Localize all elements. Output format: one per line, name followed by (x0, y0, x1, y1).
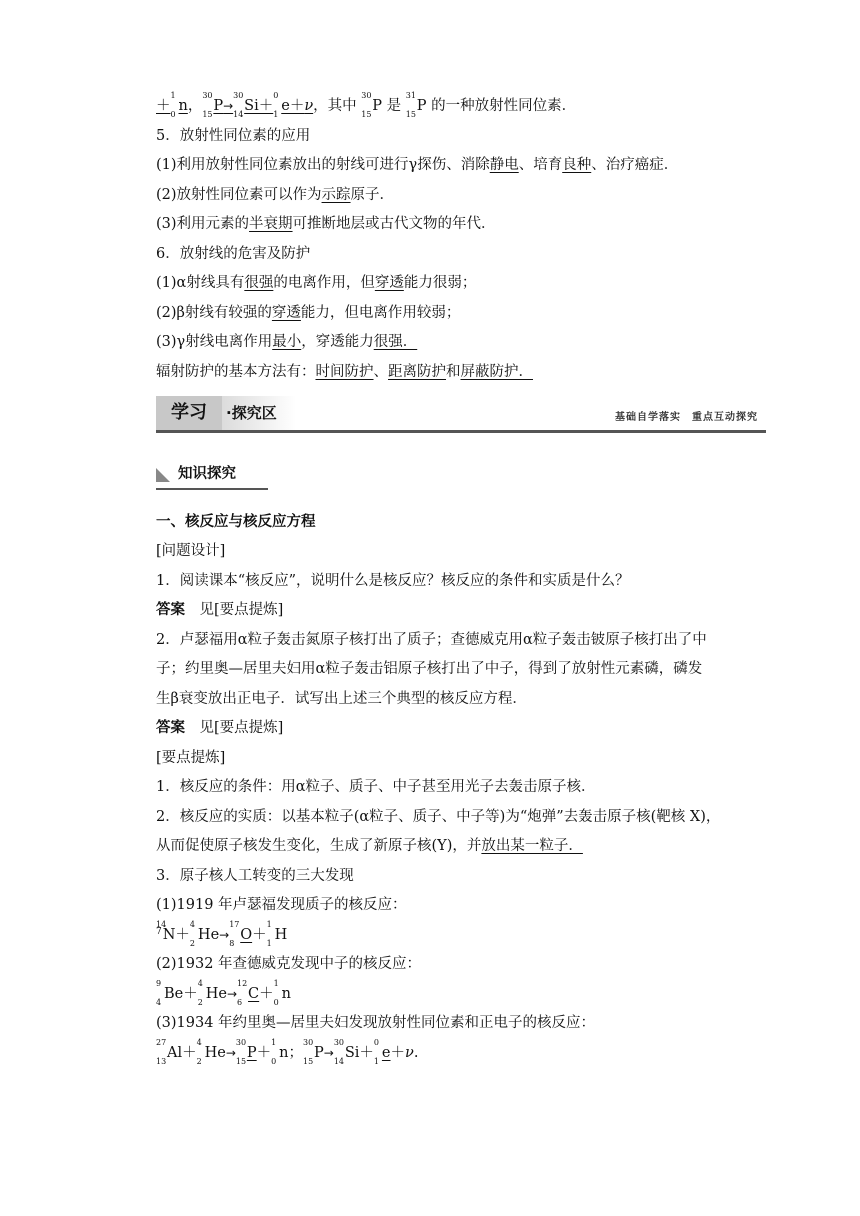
application-2: (2)放射性同位素可以作为示踪原子． (156, 186, 395, 203)
equation-line-continued: ＋ 1 0 n， 30 15 P→ 30 14 Si＋ 0 1 e＋ν，其中 30 15 P 是 31 15 P 的一种放射性同位素． (156, 91, 577, 119)
hazard-beta: (2)β射线有较强的穿透能力，但电离作用较弱； (156, 304, 461, 321)
discovery-2-caption: (2)1932 年查德威克发现中子的核反应： (156, 956, 422, 972)
key-points-label: [要点提炼] (156, 749, 226, 766)
topic-heading: 一、核反应与核反应方程 (156, 513, 316, 530)
section-banner (156, 396, 766, 434)
document-page (156, 91, 766, 1072)
section-title: 知识探究 (178, 465, 236, 482)
key-point-2: 2．核反应的实质：以基本粒子(α粒子、质子、中子等)为“炮弹”去轰击原子核(靶核 X)， 从而促使原子核发生变化，生成了新原子核(Y)，并放出某一粒子． (156, 808, 721, 854)
banner-rule (156, 430, 766, 433)
equation-positron: 27 13 Al＋ 4 2 He→ 30 15 P＋ 1 0 n； 30 15 P→ 30 14 Si＋ 0 1 e＋ν. (156, 1037, 419, 1066)
discovery-3-caption: (3)1934 年约里奥—居里夫妇发现放射性同位素和正电子的核反应： (156, 1015, 596, 1031)
question-1: 1．阅读课本“核反应”，说明什么是核反应？核反应的条件和实质是什么？ (156, 572, 630, 589)
equation-neutron: 9 4 Be＋ 4 2 He→ 12 6 C＋ 1 0 n (156, 978, 291, 1007)
section-heading (156, 464, 766, 488)
key-point-1: 1．核反应的条件：用α粒子、质子、中子甚至用光子去轰击原子核． (156, 779, 596, 795)
heading-applications: 5．放射性同位素的应用 (156, 127, 311, 144)
question-design-label: [问题设计] (156, 543, 226, 559)
question-2: 2．卢瑟福用α粒子轰击氮原子核打出了质子；查德威克用α粒子轰击铍原子核打出了中 子；约里奥—居里夫妇用α粒子轰击铝原子核打出了中子，得到了放射性元素磷，磷发 生β衰变放出正电子．试写出上述三个典型的核反应方程． (156, 631, 707, 707)
application-1: (1)利用放射性同位素放出的射线可进行γ探伤、消除静电、培育良种、治疗癌症． (156, 157, 679, 173)
banner-right-text: 基础自学落实 重点互动探究 (615, 411, 758, 423)
banner-label: 学习 (156, 396, 222, 430)
answer-2: 答案 见[要点提炼] (156, 720, 284, 736)
equation-proton: 14 $^7$N＋ 4 2 He→ 17 8 O＋ 1 1 H (156, 919, 288, 948)
application-3: (3)利用元素的半衰期可推断地层或古代文物的年代． (156, 216, 496, 232)
hazard-gamma: (3)γ射线电离作用最小，穿透能力很强． (156, 334, 418, 350)
key-point-3: 3．原子核人工转变的三大发现 (156, 867, 354, 884)
hazard-alpha: (1)α射线具有很强的电离作用，但穿透能力很弱； (156, 275, 477, 291)
answer-1: 答案 见[要点提炼] (156, 602, 284, 618)
discovery-1-caption: (1)1919 年卢瑟福发现质子的核反应： (156, 897, 407, 913)
banner-sublabel: ·探究区 (222, 396, 296, 430)
heading-hazards: 6．放射线的危害及防护 (156, 245, 311, 262)
protection-methods: 辐射防护的基本方法有：时间防护、距离防护和屏蔽防护． (156, 363, 533, 380)
triangle-icon (156, 468, 170, 482)
section-underline (156, 488, 268, 490)
